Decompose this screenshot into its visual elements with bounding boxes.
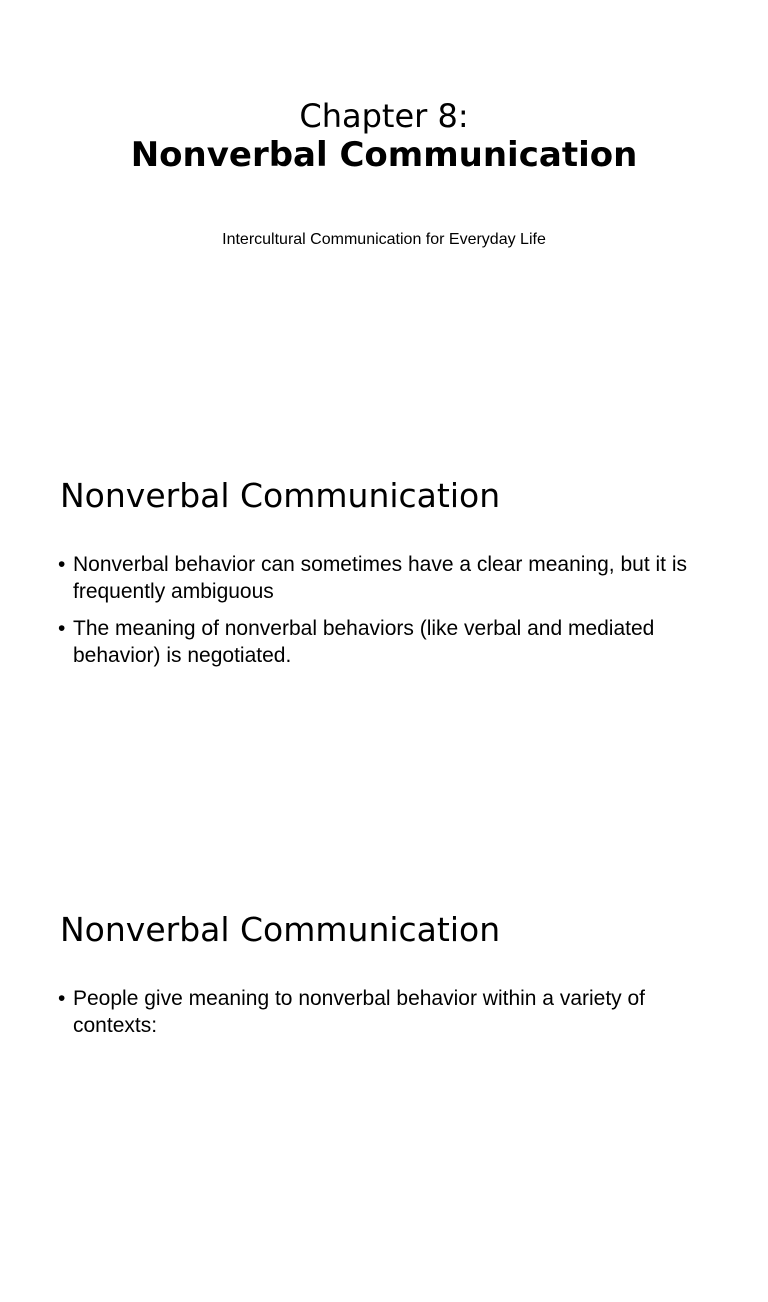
title-slide — [0, 0, 768, 434]
bullet-icon: • — [58, 987, 66, 1010]
bullet-list — [58, 985, 708, 1049]
bullet-text: People give meaning to nonverbal behavior within a variety of contexts: — [73, 987, 646, 1037]
bullet-item — [58, 615, 708, 669]
chapter-label: Chapter 8: — [299, 97, 469, 135]
bullet-list — [58, 551, 708, 679]
bullet-item — [58, 551, 708, 605]
content-slide-1 — [0, 434, 768, 868]
book-subtitle: Intercultural Communication for Everyday Life — [222, 231, 546, 248]
content-slide-2 — [0, 868, 768, 1302]
bullet-text: Nonverbal behavior can sometimes have a clear meaning, but it is frequently ambiguous — [73, 553, 687, 603]
bullet-item — [58, 985, 708, 1039]
slide-heading: Nonverbal Communication — [60, 476, 501, 515]
slide-heading: Nonverbal Communication — [60, 910, 501, 949]
bullet-text: The meaning of nonverbal behaviors (like verbal and mediated behavior) is negotiated. — [73, 617, 655, 667]
chapter-title: Nonverbal Communication — [130, 135, 638, 175]
bullet-icon: • — [58, 617, 66, 640]
bullet-icon: • — [58, 553, 66, 576]
